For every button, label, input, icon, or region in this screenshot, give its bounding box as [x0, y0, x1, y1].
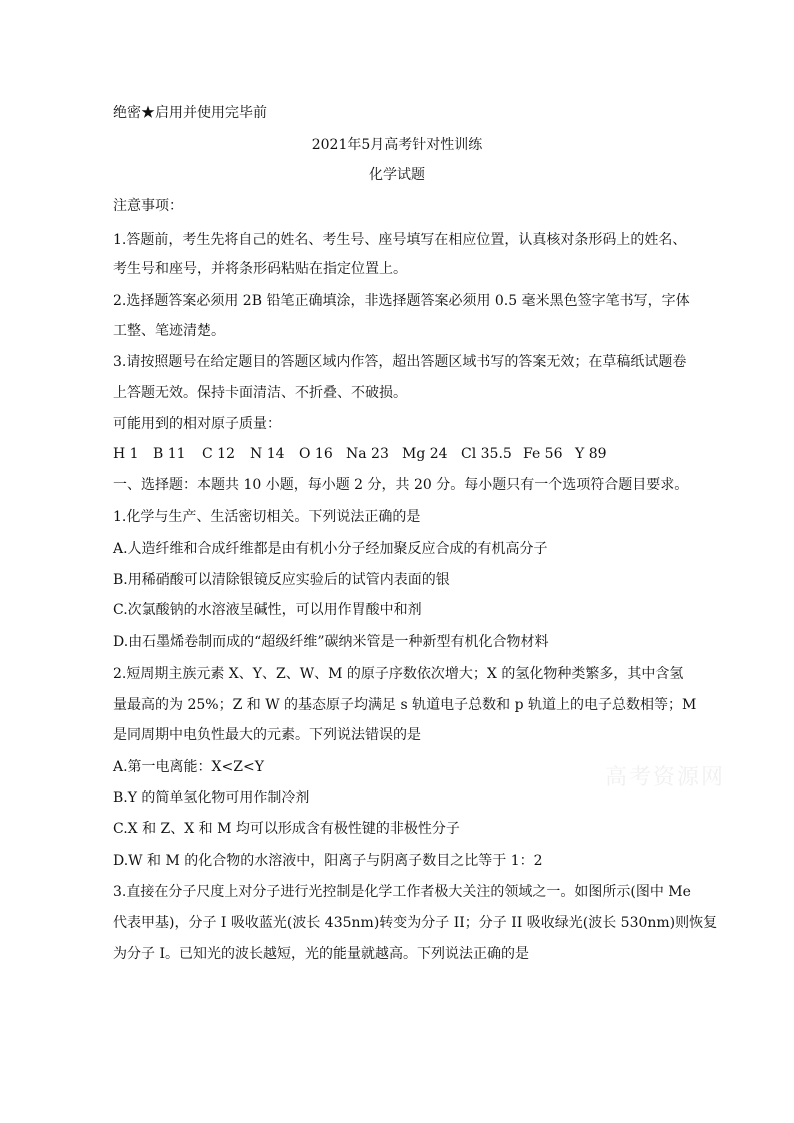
secret-label: 绝密★启用并使用完毕前	[113, 105, 267, 121]
exam-title: 2021年5月高考针对性训练	[311, 137, 483, 153]
notice-heading: 注意事项：	[113, 198, 183, 214]
q2-stem-line-2: 量最高的为 25%；Z 和 W 的基态原子均满足 s 轨道电子总数和 p 轨道上的电子总数相等；M	[113, 697, 697, 713]
atomic-mass-item: Na 23	[346, 446, 389, 462]
q1-option-c: C.次氯酸钠的水溶液呈碱性，可以用作胃酸中和剂	[113, 602, 422, 618]
atomic-mass-item: Mg 24	[402, 446, 448, 462]
atomic-mass-item: C 12	[202, 446, 235, 462]
q2-option-d: D.W 和 M 的化合物的水溶液中，阳离子与阴离子数目之比等于 1：2	[113, 853, 543, 869]
notice-item-3-line-2: 上答题无效。保持卡面清洁、不折叠、不破损。	[113, 385, 407, 401]
q2-option-c: C.X 和 Z、X 和 M 均可以形成含有极性键的非极性分子	[113, 821, 460, 837]
q2-stem-line-3: 是同周期中电负性最大的元素。下列说法错误的是	[113, 727, 421, 743]
atomic-mass-item: B 11	[153, 446, 186, 462]
atomic-mass-item: Cl 35.5	[461, 446, 512, 462]
atomic-mass-item: H 1	[113, 446, 139, 462]
notice-item-3-line-1: 3.请按照题号在给定题目的答题区域内作答，超出答题区域书写的答案无效；在草稿纸试题卷	[113, 354, 687, 370]
q1-option-b: B.用稀硝酸可以清除银镜反应实验后的试管内表面的银	[113, 572, 450, 588]
q3-stem-line-1: 3.直接在分子尺度上对分子进行光控制是化学工作者极大关注的领域之一。如图所示(图中 Me	[113, 884, 691, 900]
q3-stem-line-2: 代表甲基)，分子 I 吸收蓝光(波长 435nm)转变为分子 II；分子 II 吸收绿光(波长 530nm)则恢复	[113, 915, 718, 931]
atomic-mass-item: Y 89	[575, 446, 607, 462]
atomic-mass-heading: 可能用到的相对原子质量：	[113, 416, 281, 432]
q3-stem-line-3: 为分子 I。已知光的波长越短，光的能量就越高。下列说法正确的是	[113, 946, 529, 962]
q2-option-b: B.Y 的简单氢化物可用作制冷剂	[113, 790, 310, 806]
atomic-mass-item: O 16	[299, 446, 333, 462]
q1-stem: 1.化学与生产、生活密切相关。下列说法正确的是	[113, 509, 421, 525]
q1-option-d: D.由石墨烯卷制而成的“超级纤维”碳纳米管是一种新型有机化合物材料	[113, 634, 549, 650]
watermark: 高考资源网	[605, 765, 726, 790]
q2-option-a: A.第一电离能：X<Z<Y	[113, 759, 264, 775]
section-1-heading: 一、选择题：本题共 10 小题，每小题 2 分，共 20 分。每小题只有一个选项符合题目要求。	[113, 477, 689, 493]
notice-item-2-line-2: 工整、笔迹清楚。	[113, 323, 225, 339]
subject-title: 化学试题	[369, 167, 425, 183]
atomic-mass-item: N 14	[250, 446, 285, 462]
notice-item-1-line-2: 考生号和座号，并将条形码粘贴在指定位置上。	[113, 261, 407, 277]
q1-option-a: A.人造纤维和合成纤维都是由有机小分子经加聚反应合成的有机高分子	[113, 541, 548, 557]
notice-item-2-line-1: 2.选择题答案必须用 2B 铅笔正确填涂，非选择题答案必须用 0.5 毫米黑色签字笔书写，字体	[113, 293, 690, 309]
q2-stem-line-1: 2.短周期主族元素 X、Y、Z、W、M 的原子序数依次增大；X 的氢化物种类繁多，其中含氢	[113, 666, 684, 682]
atomic-mass-item: Fe 56	[523, 446, 563, 462]
notice-item-1-line-1: 1.答题前，考生先将自己的姓名、考生号、座号填写在相应位置，认真核对条形码上的姓名、	[113, 232, 687, 248]
